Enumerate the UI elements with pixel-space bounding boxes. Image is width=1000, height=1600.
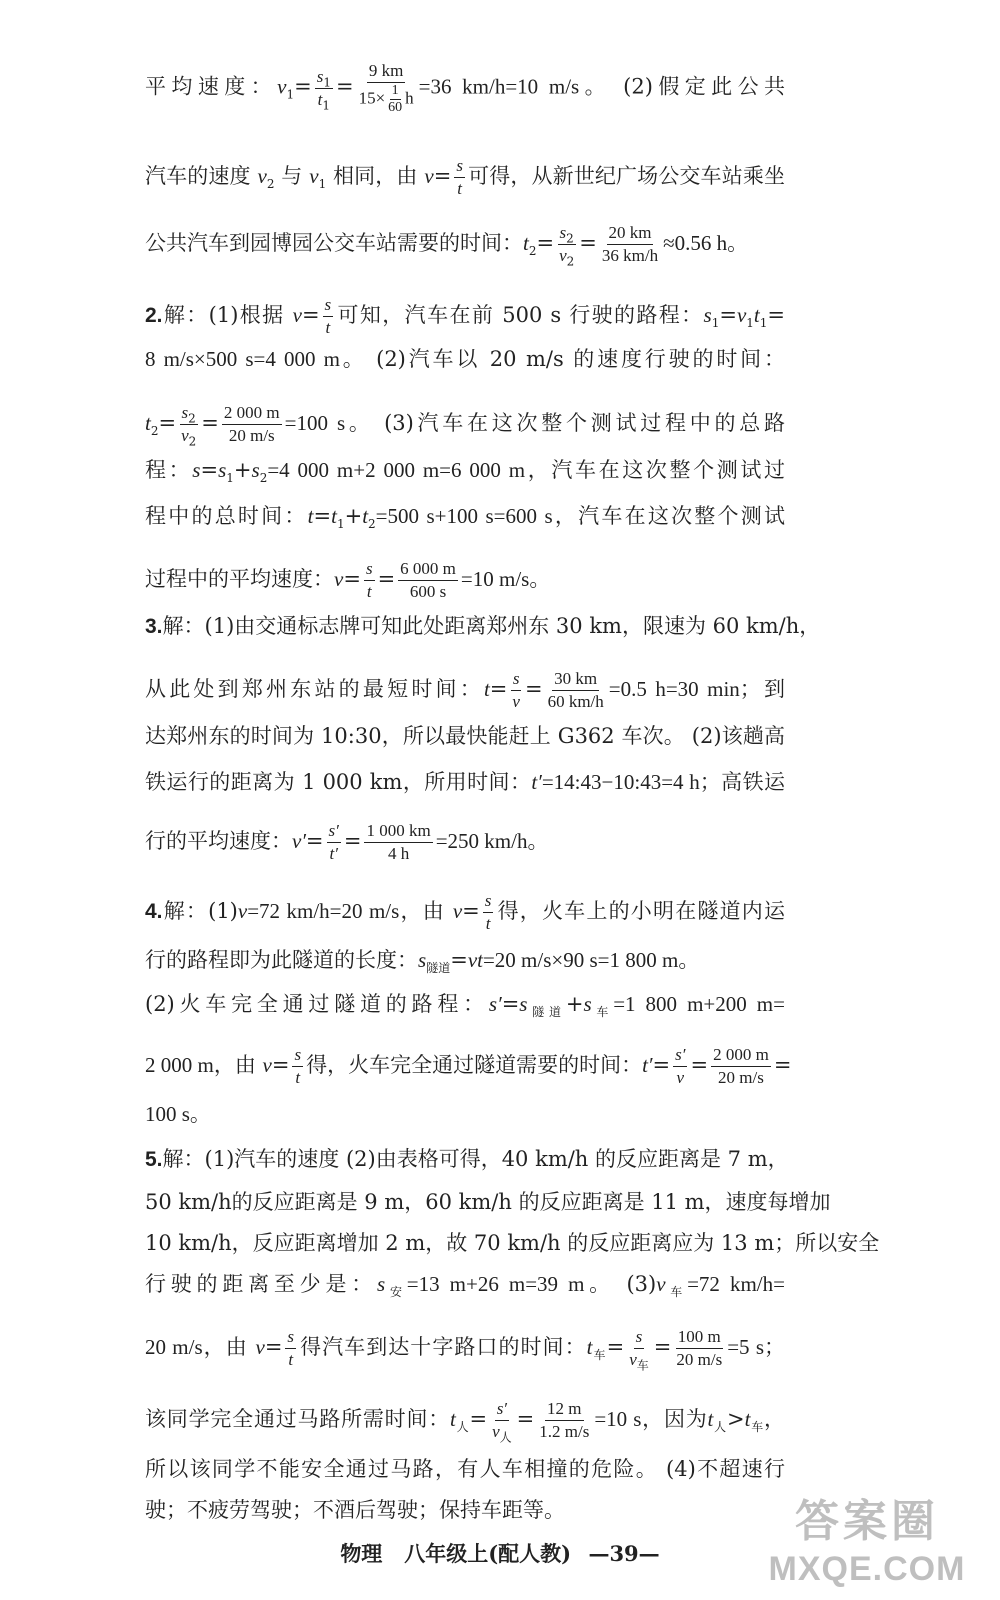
text-line: 3.解：(1)由交通标志牌可知此处距离郑州东 30 km，限速为 60 km/h， — [145, 614, 821, 638]
text-line: 所以该同学不能安全通过马路，有人车相撞的危险。 (4)不超速行 — [145, 1457, 786, 1481]
text-line: 公共汽车到园博园公交车站需要的时间：$t_2=$ $\frac{s_2}{v_2}$ = $\frac{20 km}{36 km/h}$ ≈0.56 h。 — [145, 223, 749, 269]
text-line: 达郑州东的时间为 10:30，所以最快能赶上 G362 车次。 (2)该趟高 — [145, 724, 786, 748]
text-line: 5.解：(1)汽车的速度 (2)由表格可得，40 km/h 的反应距离是 7 m， — [145, 1147, 789, 1171]
watermark-logo — [752, 1494, 982, 1594]
page-number: —39— — [588, 1541, 660, 1566]
text-line: 程：$s=s_1+s_2=4$ 000 m+2 000 m=6 000 m，汽车在这次整个测试过 — [145, 458, 786, 486]
text-line: 铁运行的距离为 1 000 km，所用时间：t′=14:43−10:43=4 h；高铁运 — [145, 770, 786, 794]
text-line: (2)火车完全通过隧道的路程：$s'=s_{隧道}+s_车=1$ 800 m+200 m= — [145, 992, 785, 1020]
text-line: 程中的总时间：$t=t_1+t_2=500$ s+100 s=600 s，汽车在这次整个测试 — [145, 504, 786, 532]
text-line: 20 m/s，由 v= $\frac{s}{t}$ 得汽车到达十字路口的时间：$t_车=$ $\frac{s}{v_车}$ = $\frac{100 m}{20 m/s}$ =5 s； — [145, 1327, 785, 1373]
text-line: 10 km/h，反应距离增加 2 m，故 70 km/h 的反应距离应为 13 m；所以安全 — [145, 1231, 880, 1255]
text-line: 50 km/h的反应距离是 9 m，60 km/h 的反应距离是 11 m，速度每增加 — [145, 1190, 831, 1214]
text-line: 汽车的速度 $v_2$ 与 $v_1$ 相同，由 v= $\frac{s}{t}$ 可得，从新世纪广场公交车站乘坐 — [145, 156, 785, 198]
watermark-url: MXQE.COM — [768, 1550, 966, 1588]
text-line: 4.解：(1)v=72 km/h=20 m/s，由 v= $\frac{s}{t}$ 得，火车上的小明在隧道内运 — [145, 891, 786, 933]
text-line: 100 s。 — [145, 1102, 211, 1126]
text-line: 8 m/s×500 s=4 000 m。 (2)汽车以 20 m/s 的速度行驶的时间： — [145, 347, 785, 371]
text-line: 过程中的平均速度：v= $\frac{s}{t}$ = $\frac{6 000 m}{600 s}$ =10 m/s。 — [145, 559, 551, 601]
footer-subject: 物理 — [340, 1541, 383, 1566]
text-line: 2 000 m，由 v= $\frac{s}{t}$ 得，火车完全通过隧道需要的时间：t′= $\frac{s'}{v}$ = $\frac{2 000 m}{20 m/s}$ = — [145, 1045, 792, 1087]
text-line: $t_2=$ $\frac{s_2}{v_2}$ = $\frac{2 000 m}{20 m/s}$ =100 s。 (3)汽车在这次整个测试过程中的总路 — [145, 403, 785, 449]
text-line: 2.解：(1)根据 v= $\frac{s}{t}$ 可知，汽车在前 500 s 行驶的路程：$s_1=v_1t_1=$ — [145, 295, 785, 337]
text-line: 行的路程即为此隧道的长度：$s_{隧道}=vt=20$ m/s×90 s=1 800 m。 — [145, 948, 700, 976]
text-line: 从此处到郑州东站的最短时间：t= $\frac{s}{v}$ = $\frac{30 km}{60 km/h}$ =0.5 h=30 min；到 — [145, 669, 786, 711]
text-line: 行驶的距离至少是：$s_安=13$ m+26 m=39 m。 $(3)v_车=72$ km/h= — [145, 1272, 785, 1300]
watermark-top-text: 答案圈 — [795, 1497, 939, 1546]
footer-grade: 八年级上(配人教) — [404, 1541, 572, 1566]
text-line: 平均速度：$v_1=$ $\frac{s_1}{t_1}$ = 9 km 15× $\frac{1}{60}$ h =36 km/h=10 m/s。 (2)假定此公共 — [145, 61, 786, 115]
text-line: 驶；不疲劳驾驶；不酒后驾驶；保持车距等。 — [145, 1498, 565, 1522]
text-line: 该同学完全通过马路所需时间：$t_人=$ $\frac{s'}{v_人}$ = $\frac{12 m}{1.2 m/s}$ =10 s，因为$t_人>t_车$， — [145, 1399, 785, 1445]
text-line: 行的平均速度：v′= $\frac{s'}{t'}$ = $\frac{1 000 km}{4 h}$ =250 km/h。 — [145, 821, 549, 863]
